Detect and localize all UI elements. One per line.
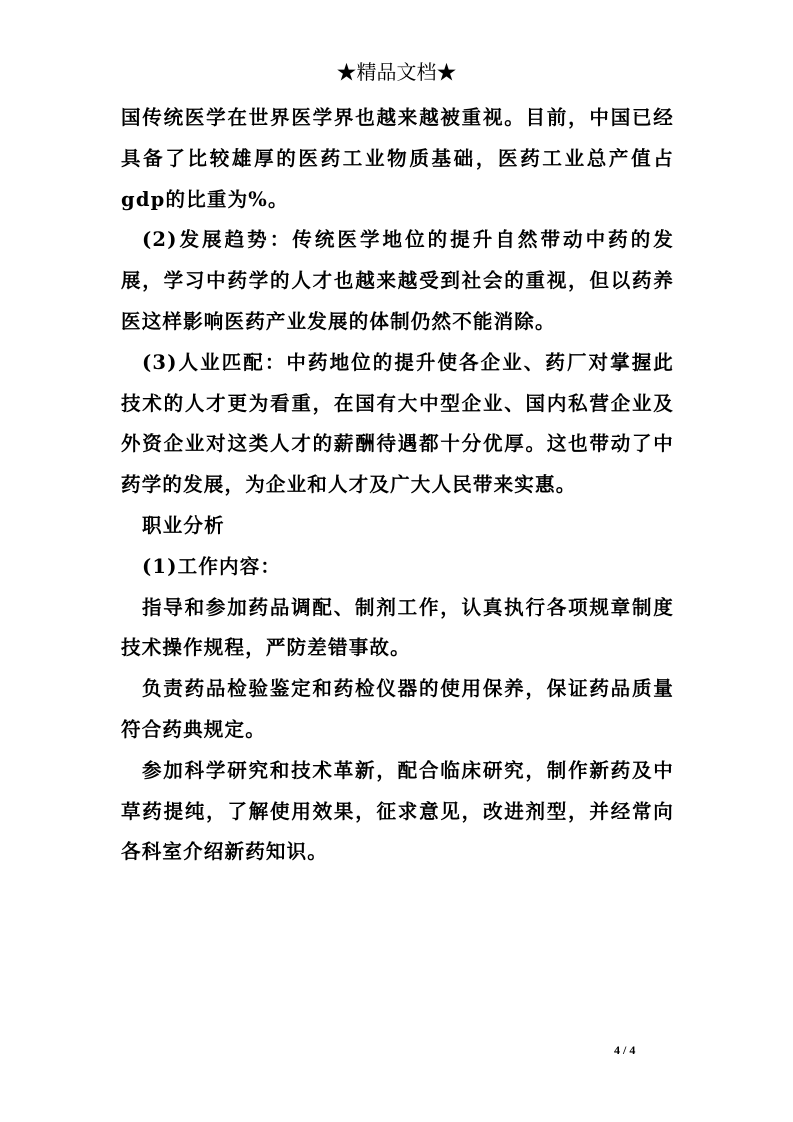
- section-heading-career-analysis: 职业分析: [142, 513, 225, 537]
- page-header-title: ★精品文档★: [336, 60, 457, 84]
- subsection-heading-work-content: (1)工作内容：: [142, 554, 282, 578]
- paragraph-duty-dispensing: 指导和参加药品调配、制剂工作，认真执行各项规章制度技术操作规程，严防差错事故。: [121, 595, 674, 660]
- paragraph-development-trend: (2)发展趋势：传统医学地位的提升自然带动中药的发展，学习中药学的人才也越来越受到社会的重视，但以药养医这样影响医药产业发展的体制仍然不能消除。: [121, 228, 674, 333]
- page-number: 4 / 4: [614, 1043, 636, 1057]
- paragraph-talent-match: (3)人业匹配：中药地位的提升使各企业、药厂对掌握此技术的人才更为看重，在国有大中型企业、国内私营企业及外资企业对这类人才的薪酬待遇都十分优厚。这也带动了中药学的发展，为企业和人才及广大人民带来实惠。: [121, 350, 674, 497]
- paragraph-duty-inspection: 负责药品检验鉴定和药检仪器的使用保养，保证药品质量符合药典规定。: [121, 677, 674, 741]
- document-body: [121, 98, 674, 873]
- paragraph-intro-continued: 国传统医学在世界医学界也越来越被重视。目前，中国已经具备了比较雄厚的医药工业物质基础，医药工业总产值占gdp的比重为%。: [121, 106, 674, 211]
- paragraph-duty-research: 参加科学研究和技术革新，配合临床研究，制作新药及中草药提纯，了解使用效果，征求意见，改进剂型，并经常向各科室介绍新药知识。: [121, 758, 674, 864]
